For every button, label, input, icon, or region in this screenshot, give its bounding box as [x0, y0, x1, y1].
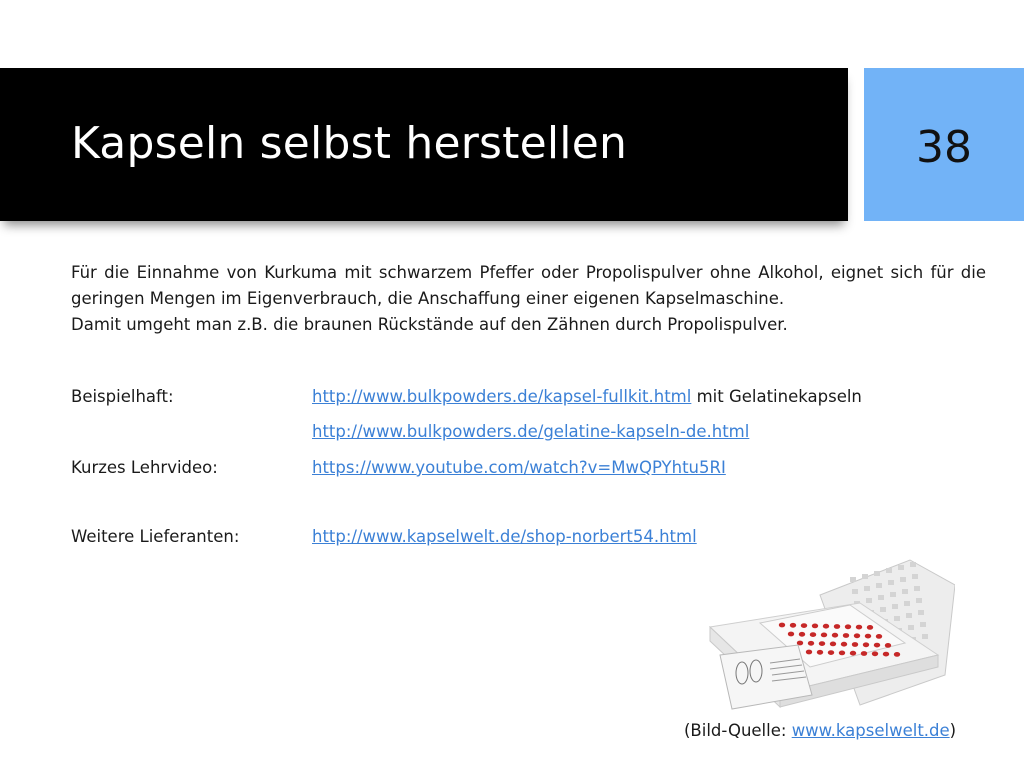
plate-hole — [906, 613, 912, 618]
suppliers-row — [71, 525, 697, 549]
plate-hole — [912, 574, 918, 579]
capsule-hole — [874, 643, 880, 648]
plate-hole — [886, 568, 892, 573]
capsule-hole — [861, 651, 867, 656]
capsule-hole — [876, 634, 882, 639]
intro-paragraph — [71, 260, 986, 338]
capsule-hole — [834, 624, 840, 629]
intro-text-2: Damit umgeht man z.B. die braunen Rückstände auf den Zähnen durch Propolispulver. — [71, 315, 788, 334]
capsule-hole — [821, 633, 827, 638]
capsule-hole — [817, 650, 823, 655]
capsule-hole — [823, 624, 829, 629]
plate-hole — [864, 586, 870, 591]
plate-hole — [898, 565, 904, 570]
capsule-hole — [854, 633, 860, 638]
capsule-hole — [894, 652, 900, 657]
capsule-hole — [799, 632, 805, 637]
plate-hole — [914, 586, 920, 591]
capsule-hole — [863, 642, 869, 647]
capsule-machine-image — [700, 555, 955, 710]
plate-hole — [910, 562, 916, 567]
capsule-hole — [872, 651, 878, 656]
plate-hole — [902, 589, 908, 594]
plate-hole — [922, 634, 928, 639]
caption-prefix: (Bild-Quelle: — [684, 721, 792, 740]
bulkpowders-gelatine-link[interactable]: http://www.bulkpowders.de/gelatine-kapseln-de.html — [312, 422, 750, 441]
plate-hole — [874, 571, 880, 576]
capsule-hole — [867, 625, 873, 630]
capsule-hole — [883, 652, 889, 657]
capsule-hole — [830, 642, 836, 647]
plate-hole — [900, 577, 906, 582]
capsule-hole — [808, 641, 814, 646]
capsule-hole — [843, 633, 849, 638]
plate-hole — [920, 622, 926, 627]
capsule-hole — [852, 642, 858, 647]
capsule-hole — [850, 651, 856, 656]
capsule-hole — [788, 632, 794, 637]
capsule-hole — [819, 641, 825, 646]
plate-hole — [892, 604, 898, 609]
plate-hole — [878, 595, 884, 600]
intro-text-1: Für die Einnahme von Kurkuma mit schwarzem Pfeffer oder Propolispulver ohne Alkohol, eignet sich für die geringen Mengen im Eigenverbrauch, die Anschaffung einer eigenen Kapselmaschine. — [71, 263, 986, 308]
plate-hole — [904, 601, 910, 606]
capsule-hole — [865, 634, 871, 639]
plate-hole — [916, 598, 922, 603]
capsule-hole — [832, 633, 838, 638]
youtube-video-link[interactable]: https://www.youtube.com/watch?v=MwQPYhtu5RI — [312, 458, 726, 477]
slide-title: Kapseln selbst herstellen — [71, 118, 628, 169]
plate-hole — [852, 589, 858, 594]
image-caption — [684, 718, 956, 744]
capsule-hole — [828, 650, 834, 655]
capsule-hole — [790, 623, 796, 628]
capsule-hole — [812, 624, 818, 629]
plate-hole — [880, 607, 886, 612]
capsule-hole — [856, 625, 862, 630]
plate-hole — [866, 598, 872, 603]
capsule-hole — [845, 624, 851, 629]
slide-number: 38 — [916, 122, 972, 173]
bulkpowders-fullkit-link[interactable]: http://www.bulkpowders.de/kapsel-fullkit.html — [312, 387, 692, 406]
capsule-hole — [841, 642, 847, 647]
plate-hole — [850, 577, 856, 582]
plate-hole — [918, 610, 924, 615]
plate-hole — [890, 592, 896, 597]
plate-hole — [908, 625, 914, 630]
kapselwelt-shop-link[interactable]: http://www.kapselwelt.de/shop-norbert54.html — [312, 527, 697, 546]
example-suffix: mit Gelatinekapseln — [691, 387, 862, 406]
example-row — [71, 385, 862, 409]
suppliers-label: Weitere Lieferanten: — [71, 527, 240, 546]
plate-hole — [894, 616, 900, 621]
plate-hole — [876, 583, 882, 588]
capsule-hole — [810, 632, 816, 637]
plate-hole — [888, 580, 894, 585]
capsule-hole — [779, 623, 785, 628]
video-label: Kurzes Lehrvideo: — [71, 458, 218, 477]
capsule-hole — [839, 651, 845, 656]
capsule-hole — [885, 643, 891, 648]
capsule-hole — [801, 623, 807, 628]
capsule-hole — [806, 650, 812, 655]
example-label: Beispielhaft: — [71, 387, 174, 406]
kapselwelt-source-link[interactable]: www.kapselwelt.de — [791, 721, 950, 740]
example-row-2 — [71, 420, 749, 444]
plate-hole — [862, 574, 868, 579]
video-row — [71, 456, 726, 480]
caption-suffix: ) — [949, 721, 957, 740]
